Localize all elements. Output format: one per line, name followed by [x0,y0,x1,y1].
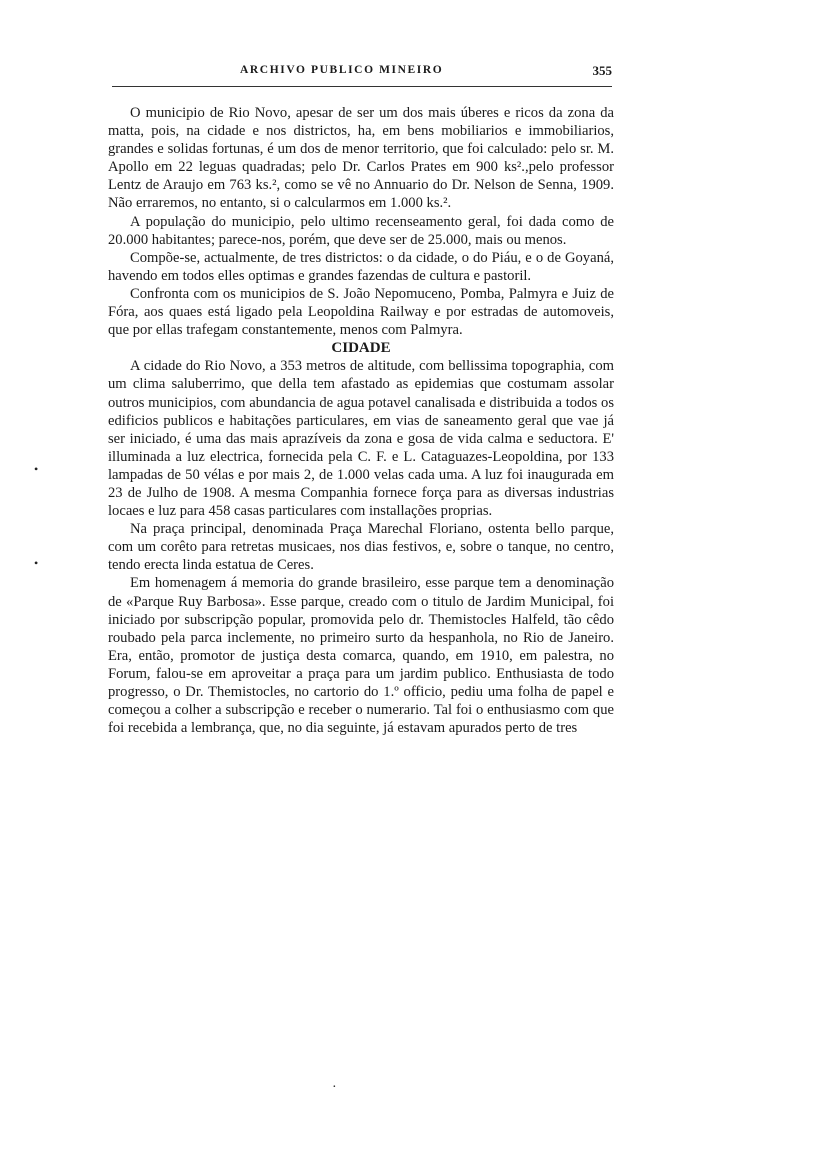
paragraph: Na praça principal, denominada Praça Marechal Floriano, ostenta bello parque, com um corêto para retretas musicaes, nos dias festivos, e, sobre o tanque, no centro, tendo erecta linda estatua de Ceres. [108,521,614,574]
running-header [112,64,612,84]
paragraph: O municipio de Rio Novo, apesar de ser um dos mais úberes e ricos da zona da matta, pois, na cidade e nos districtos, ha, em bens mobiliarios e immobiliarios, grandes e solidas fortunas, é um dos de menor territorio, que foi calculado: pelo sr. M. Apollo em 22 leguas quadradas; pelo Dr. Carlos Prates em 900 ks².,pelo professor Lentz de Araujo em 763 ks.², como se vê no Annuario do Dr. Nelson de Senna, 1909. Não erraremos, no entanto, si o calcularmos em 1.000 ks.². [108,105,614,212]
paragraph: Compõe-se, actualmente, de tres districtos: o da cidade, o do Piáu, e o de Goyaná, havendo em todos elles optimas e grandes fazendas de cultura e pastoril. [108,249,614,284]
margin-mark: • [34,462,39,476]
paragraph: Confronta com os municipios de S. João Nepomuceno, Pomba, Palmyra e Juiz de Fóra, aos quaes está ligado pela Leopoldina Railway e por estradas de automoveis, que por ellas trafegam constantemente, menos com Palmyra. [108,285,614,339]
section-heading: CIDADE [331,340,391,357]
paragraph: A cidade do Rio Novo, a 353 metros de altitude, com bellissima topographia, com um clima saluberrimo, que della tem afastado as epidemias que costumam assolar outros municipios, com abundancia de agua potavel canalisada e distribuida a todos os edificios publicos e habitações particulares, em vias de saneamento geral que vae já ser iniciado, é uma das mais aprazíveis da zona e gosa de vida calma e seductora. E' illuminada a luz electrica, fornecida pela C. F. e L. Cataguazes-Leopoldina, por 133 lampadas de 50 vélas e por mais 2, de 1.000 velas cada uma. A luz foi inaugurada em 23 de Julho de 1908. A mesma Companhia fornece força para as diversas industrias locaes e luz para 458 casas particulares com installações proprias. [108,358,614,520]
body-text [108,104,614,737]
paragraph: A população do municipio, pelo ultimo recenseamento geral, foi dada como de 20.000 habitantes; parece-nos, porém, que deve ser de 25.000, mais ou menos. [108,213,614,248]
paragraph: Em homenagem á memoria do grande brasileiro, esse parque tem a denominação de «Parque Ruy Barbosa». Esse parque, creado com o titulo de Jardim Municipal, foi iniciado por subscripção popular, promovida pelo dr. Themistocles Halfeld, tão cêdo roubado pela parca inclemente, no primeiro surto da hespanhola, no Rio de Janeiro. Era, então, promotor de justiça desta comarca, quando, em 1910, em palestra, no Forum, falou-se em aproveitar a praça para um jardim publico. Enthusiasta de todo progresso, o Dr. Themistocles, no cartorio do 1.º officio, pediu uma folha de papel e começou a colher a subscripção e receber o numerario. Tal foi o enthusiasmo com que foi recebida a lembrança, que, no dia seguinte, já estavam apurados perto de tres [108,575,614,737]
page-number: 355 [592,63,612,78]
footer-mark: · [332,1080,337,1095]
margin-mark: • [34,556,39,570]
header-title: ARCHIVO PUBLICO MINEIRO [240,64,444,76]
header-rule [112,86,612,87]
